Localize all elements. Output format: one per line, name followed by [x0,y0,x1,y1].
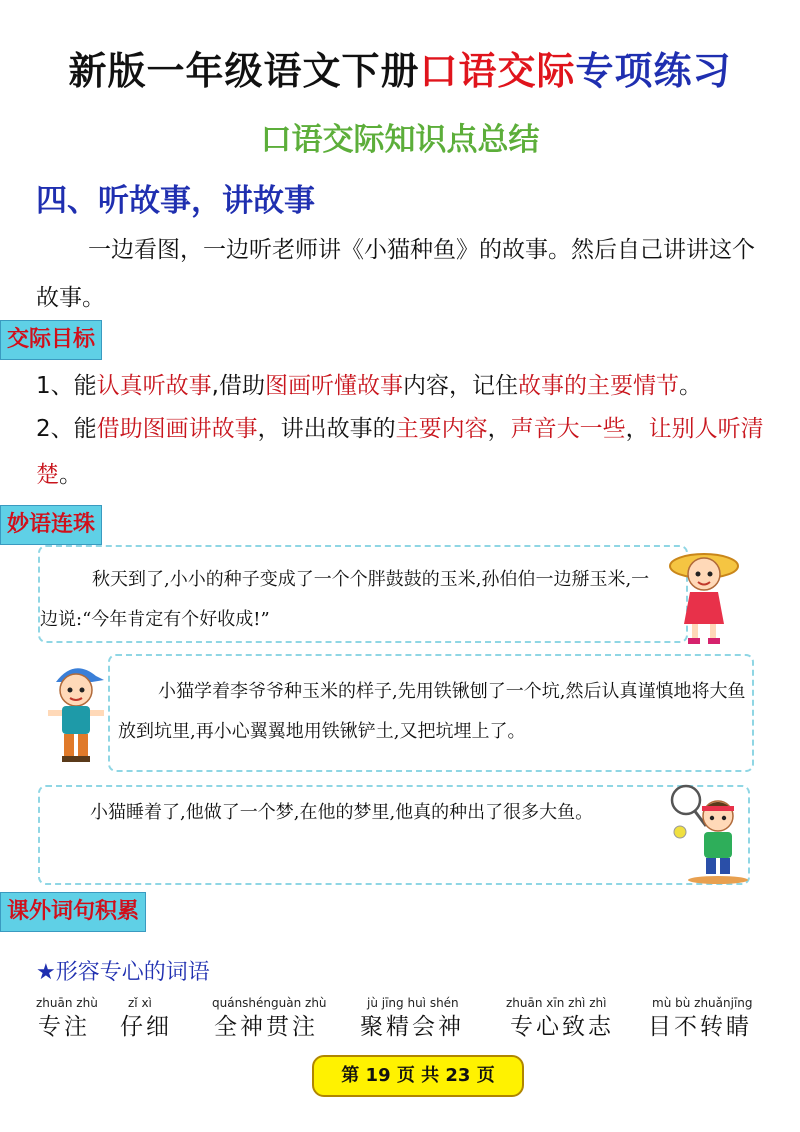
goal-1-highlight: 故事的主要情节 [517,373,679,399]
goal-1-text: 。 [678,373,702,399]
goals-tag: 交际目标 [0,320,102,360]
pinyin-4: jù jīng huì shén [367,996,459,1010]
title-part-black: 新版一年级语文下册 [68,49,420,93]
title-part-blue: 专项练习 [575,49,732,93]
goal-1-text: 1、能 [36,373,97,399]
goal-1-text: ,借助 [211,373,265,399]
page-subtitle: 口语交际知识点总结 [260,122,540,158]
goal-2-text: ， [625,416,649,442]
pinyin-6: mù bù zhuǎnjīng [652,996,753,1010]
goal-2-highlight: 声音大一些 [510,416,626,442]
goal-1-highlight: 图画听懂故事 [264,373,403,399]
vocab-word-1: 专注 [38,1014,90,1040]
story-text-2: 小猫学着李爷爷种玉米的样子,先用铁锹刨了一个坑,然后认真谨慎地将大鱼放到坑里,再小心翼翼地用铁锹铲土,又把坑埋上了。 [118,681,746,742]
pinyin-2: zǐ xì [128,996,152,1010]
goal-2-highlight: 借助图画讲故事 [96,416,258,442]
pinyin-5: zhuān xīn zhì zhì [506,996,607,1010]
goal-2-text: 。 [59,462,82,488]
goal-2-highlight: 让别人听清楚 [36,416,764,488]
section-intro: 一边看图，一边听老师讲《小猫种鱼》的故事。然后自己讲讲这个故事。 [36,237,755,311]
section-heading: 四、听故事，讲故事 [36,183,315,219]
boy-tennis-illustration [668,780,752,884]
goal-2 [36,406,776,498]
story-text-3: 小猫睡着了,他做了一个梦,在他的梦里,他真的种出了很多大鱼。 [90,802,594,823]
goal-2-text: 2、能 [36,416,97,442]
pinyin-3: quánshénguàn zhù [212,996,327,1010]
story-text-1: 秋天到了,小小的种子变成了一个个胖鼓鼓的玉米,孙伯伯一边掰玉米,一边说:“今年肯定有个好收成!” [40,569,650,630]
vocab-tag: 课外词句积累 [0,892,146,932]
vocab-word-4: 聚精会神 [360,1014,464,1040]
goal-1-text: 内容，记住 [402,373,518,399]
title-part-red: 口语交际 [419,49,576,93]
goal-2-text: ， [487,416,511,442]
goal-1-highlight: 认真听故事 [96,373,212,399]
goal-2-highlight: 主要内容 [395,416,488,442]
stories-tag: 妙语连珠 [0,505,102,545]
vocab-word-6: 目不转睛 [648,1014,752,1040]
page-number-badge: 第 19 页 共 23 页 [312,1055,524,1097]
boy-cap-illustration [38,656,112,768]
girl-hat-illustration [668,542,740,646]
vocab-heading: ★形容专心的词语 [36,960,210,985]
vocab-word-5: 专心致志 [510,1014,614,1040]
goal-1 [36,362,776,410]
vocab-word-2: 仔细 [120,1014,172,1040]
pinyin-1: zhuān zhù [36,996,98,1010]
vocab-word-3: 全神贯注 [214,1014,318,1040]
page-title [0,40,800,95]
goal-2-text: ，讲出故事的 [257,416,396,442]
